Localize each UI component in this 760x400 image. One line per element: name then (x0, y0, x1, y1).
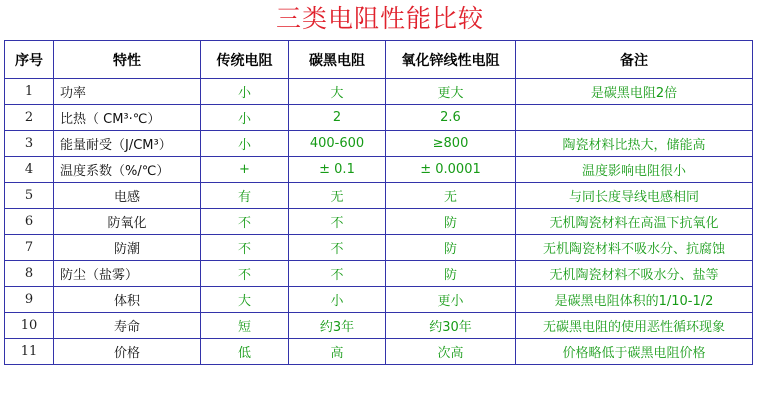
cell-traditional: 短 (201, 313, 289, 339)
cell-property: 比热（ CM³·℃） (54, 105, 201, 131)
cell-note (516, 105, 753, 131)
cell-zno: 防 (386, 235, 516, 261)
cell-traditional: 小 (201, 131, 289, 157)
cell-carbon: 不 (289, 261, 386, 287)
cell-index: 9 (5, 287, 54, 313)
cell-property: 价格 (54, 339, 201, 365)
cell-zno: 无 (386, 183, 516, 209)
cell-index: 1 (5, 79, 54, 105)
header-index: 序号 (5, 41, 54, 79)
cell-property: 电感 (54, 183, 201, 209)
cell-note: 温度影响电阻很小 (516, 157, 753, 183)
cell-carbon: 400-600 (289, 131, 386, 157)
cell-property: 防尘（盐雾） (54, 261, 201, 287)
cell-note: 陶瓷材料比热大，储能高 (516, 131, 753, 157)
cell-note: 无碳黑电阻的使用恶性循环现象 (516, 313, 753, 339)
cell-carbon: ± 0.1 (289, 157, 386, 183)
table-row (5, 235, 753, 261)
cell-property: 寿命 (54, 313, 201, 339)
table-row (5, 261, 753, 287)
cell-carbon: 不 (289, 235, 386, 261)
cell-note: 是碳黑电阻体积的1/10-1/2 (516, 287, 753, 313)
header-note: 备注 (516, 41, 753, 79)
cell-zno: 次高 (386, 339, 516, 365)
cell-index: 5 (5, 183, 54, 209)
cell-index: 6 (5, 209, 54, 235)
cell-zno: 防 (386, 261, 516, 287)
cell-index: 8 (5, 261, 54, 287)
cell-traditional: 大 (201, 287, 289, 313)
cell-index: 7 (5, 235, 54, 261)
cell-note: 是碳黑电阻2倍 (516, 79, 753, 105)
cell-property: 功率 (54, 79, 201, 105)
cell-property: 体积 (54, 287, 201, 313)
cell-zno: 约30年 (386, 313, 516, 339)
cell-index: 4 (5, 157, 54, 183)
cell-traditional: 小 (201, 79, 289, 105)
cell-carbon: 小 (289, 287, 386, 313)
cell-note: 价格略低于碳黑电阻价格 (516, 339, 753, 365)
cell-traditional: 低 (201, 339, 289, 365)
cell-traditional: 有 (201, 183, 289, 209)
cell-traditional: 不 (201, 261, 289, 287)
cell-zno: 防 (386, 209, 516, 235)
cell-property: 防氧化 (54, 209, 201, 235)
table-row (5, 157, 753, 183)
table-row (5, 313, 753, 339)
cell-property: 温度系数（%/℃） (54, 157, 201, 183)
cell-index: 3 (5, 131, 54, 157)
cell-index: 10 (5, 313, 54, 339)
cell-zno: 更大 (386, 79, 516, 105)
header-traditional: 传统电阻 (201, 41, 289, 79)
cell-traditional: 不 (201, 235, 289, 261)
cell-property: 能量耐受（J/CM³） (54, 131, 201, 157)
table-row (5, 339, 753, 365)
comparison-table (4, 40, 753, 365)
cell-zno: 更小 (386, 287, 516, 313)
cell-carbon: 高 (289, 339, 386, 365)
cell-note: 无机陶瓷材料不吸水分、盐等 (516, 261, 753, 287)
cell-note: 无机陶瓷材料不吸水分、抗腐蚀 (516, 235, 753, 261)
header-zno: 氧化锌线性电阻 (386, 41, 516, 79)
cell-index: 11 (5, 339, 54, 365)
header-carbon: 碳黑电阻 (289, 41, 386, 79)
cell-carbon: 约3年 (289, 313, 386, 339)
cell-zno: 2.6 (386, 105, 516, 131)
cell-carbon: 无 (289, 183, 386, 209)
cell-index: 2 (5, 105, 54, 131)
cell-traditional: 小 (201, 105, 289, 131)
table-row (5, 287, 753, 313)
cell-zno: ≥800 (386, 131, 516, 157)
table-header-row (5, 41, 753, 79)
cell-property: 防潮 (54, 235, 201, 261)
cell-zno: ± 0.0001 (386, 157, 516, 183)
cell-traditional: + (201, 157, 289, 183)
cell-note: 与同长度导线电感相同 (516, 183, 753, 209)
cell-carbon: 2 (289, 105, 386, 131)
cell-carbon: 不 (289, 209, 386, 235)
table-row (5, 131, 753, 157)
header-property: 特性 (54, 41, 201, 79)
cell-note: 无机陶瓷材料在高温下抗氧化 (516, 209, 753, 235)
cell-carbon: 大 (289, 79, 386, 105)
table-row (5, 183, 753, 209)
table-row (5, 209, 753, 235)
page-title: 三类电阻性能比较 (275, 4, 484, 33)
table-row (5, 105, 753, 131)
cell-traditional: 不 (201, 209, 289, 235)
table-row (5, 79, 753, 105)
